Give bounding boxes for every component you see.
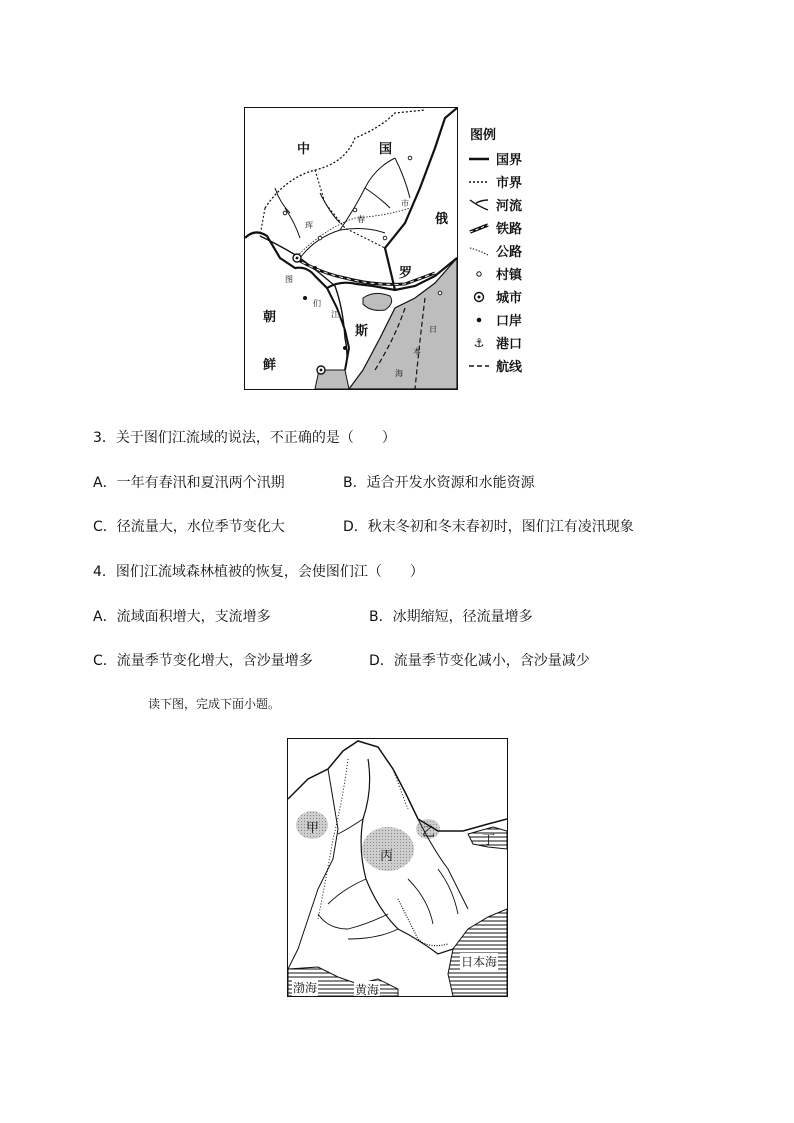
label-japan-sea-2: 本 [413, 347, 421, 356]
label-hunchun-3: 市 [401, 199, 409, 208]
label-bing: 丙 [380, 849, 394, 864]
legend-title: 图例 [470, 128, 497, 143]
legend-item: 铁路 [466, 216, 546, 239]
label-japan-sea-3: 海 [395, 369, 403, 378]
label-russia-2: 罗 [399, 266, 413, 281]
intro-text: 读下图，完成下面小题。 [148, 697, 281, 711]
label-tumen-2: 们 [313, 299, 321, 308]
legend-item: 口岸 [466, 308, 546, 331]
label-tumen-3: 江 [331, 310, 339, 319]
shipping-route-icon [466, 358, 492, 374]
legend-item: 城市 [466, 285, 546, 308]
label-yellow-sea: 黄海 [355, 983, 380, 997]
railway-icon [466, 220, 492, 236]
label-japan-sea-1: 日 [429, 325, 437, 334]
question-4-option-a: A．流域面积增大，支流增多 [93, 609, 271, 625]
label-yi: 乙 [422, 825, 436, 840]
question-4-option-b: B．冰期缩短，径流量增多 [369, 609, 533, 625]
label-russia-3: 斯 [355, 324, 369, 339]
city-icon [466, 289, 492, 305]
tumen-map-graphic [245, 108, 457, 389]
question-3-option-b: B．适合开发水资源和水能资源 [343, 475, 535, 491]
question-3-option-c: C．径流量大，水位季节变化大 [93, 519, 285, 535]
question-4-option-c: C．流量季节变化增大，含沙量增多 [93, 653, 313, 669]
legend-item: 国界 [466, 147, 546, 170]
question-3-option-a: A．一年有春汛和夏汛两个汛期 [93, 475, 285, 491]
legend-item: 村镇 [466, 262, 546, 285]
label-hunchun-1: 珲 [305, 221, 313, 230]
map-legend [466, 124, 546, 377]
label-japan-sea: 日本海 [461, 955, 498, 969]
label-russia-1: 俄 [435, 212, 449, 227]
label-china-1: 中 [297, 142, 311, 157]
label-korea-1: 朝 [263, 310, 277, 325]
legend-item: 市界 [466, 170, 546, 193]
question-3-stem: 3．关于图们江流域的说法，不正确的是（ ） [93, 430, 396, 446]
label-hunchun-2: 春 [357, 215, 365, 224]
city-border-icon [466, 174, 492, 190]
question-4-option-d: D．流量季节变化减小，含沙量减少 [369, 653, 590, 669]
label-jia: 甲 [306, 821, 320, 836]
harbor-anchor-icon: ⚓ [473, 335, 485, 350]
village-icon [466, 266, 492, 282]
legend-item: 航线 [466, 354, 546, 377]
legend-item: 公路 [466, 239, 546, 262]
highway-icon [466, 243, 492, 259]
legend-item: ⚓ 港口 [466, 331, 546, 354]
label-china-2: 国 [379, 142, 393, 157]
label-korea-2: 鲜 [263, 358, 277, 373]
legend-item: 河流 [466, 193, 546, 216]
question-3-option-d: D．秋末冬初和冬末春初时，图们江有凌汛现象 [343, 519, 634, 535]
label-tumen-1: 图 [285, 275, 293, 284]
label-ding: 丁 [482, 833, 496, 848]
tumen-river-map [244, 107, 458, 390]
river-icon [466, 197, 492, 213]
label-bohai: 渤海 [293, 981, 318, 995]
question-4-stem: 4．图们江流域森林植被的恢复，会使图们江（ ） [93, 564, 424, 580]
national-border-icon [466, 151, 492, 167]
northeast-china-map [287, 738, 508, 997]
port-entry-icon [466, 312, 492, 328]
